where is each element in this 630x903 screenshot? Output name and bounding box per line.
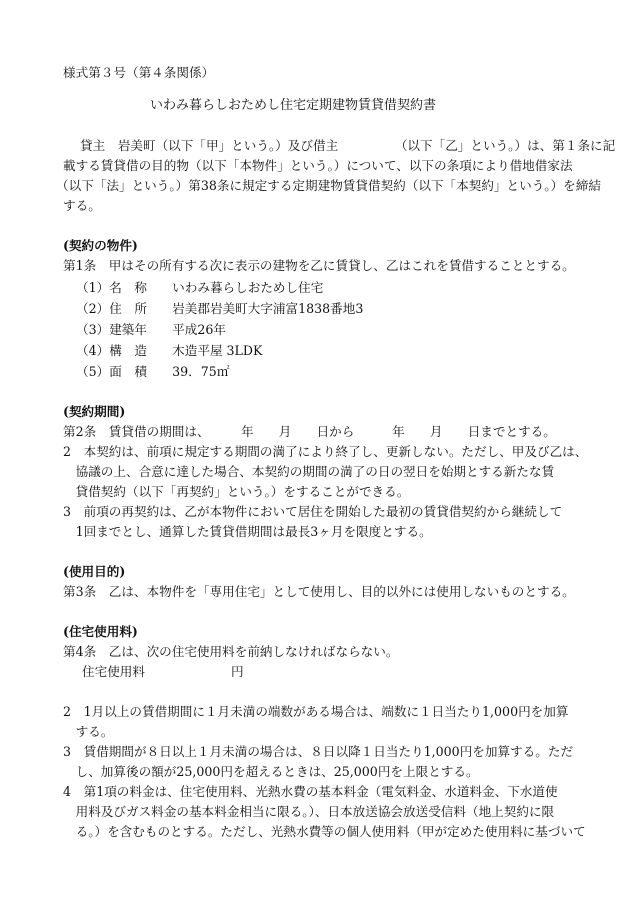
article-2-para-2-line-3: 貸借契約（以下「再契約」という。）をすることができる。 [63,484,410,499]
article-2-para-3-line-1: 3 前項の再契約は、乙が本物件において居住を開始した最初の賃貸借契約から継続して [63,504,563,519]
section-heading-purpose: (使用目的) [63,564,126,579]
intro-line-1: 貸主 岩美町（以下「甲」という。）及び借主 （以下「乙」という。）は、第１条に記 [80,138,616,153]
article-4-para-3-line-1: 3 賃借期間が８日以上１月未満の場合は、８日以降１日当たり1,000円を加算する。ただ [63,744,574,759]
article-2-para-2-line-1: 2 本契約は、前項に規定する期間の満了により終了し、更新しない。ただし、甲及び乙は、 [63,444,588,459]
article-4-para-4-line-3: る。）を含むものとする。ただし、光熱水費等の個人使用料（甲が定めた使用料に基づいて [63,824,586,839]
intro-line-3: （以下「法」という。）第38条に規定する定期建物賃貸借契約（以下「本契約」という。）を締結 [56,178,601,193]
article-3: 第3条 乙は、本物件を「専用住宅」として使用し、目的以外には使用しないものとする。 [63,584,575,599]
fee-label: 住宅使用料 [82,664,145,679]
section-heading-property: (契約の物件) [63,238,138,253]
section-heading-fee: (住宅使用料) [63,624,138,639]
article-4: 第4条 乙は、次の住宅使用料を前納しなければならない。 [63,644,399,659]
article-1: 第1条 甲はその所有する次に表示の建物を乙に賃貸し、乙はこれを賃借することとする。 [63,258,575,273]
form-label: 様式第３号（第４条関係） [63,65,215,80]
intro-line-2: 載する賃貸借の目的物（以下「本物件」という。）について、以下の条項により借地借家法 [63,158,573,173]
property-item-address: （2）住 所 岩美郡岩美町大字浦富1838番地3 [76,301,364,316]
document-title: いわみ暮らしおためし住宅定期建物賃貸借契約書 [150,98,437,113]
article-4-para-2-line-2: する。 [63,724,114,739]
property-item-built-year: （3）建築年 平成26年 [76,322,226,337]
article-2-para-3-line-2: 1回までとし、通算した賃貸借期間は最長3ヶ月を限度とする。 [63,524,432,539]
article-4-para-4-line-2: 用料及びガス料金の基本料金相当に限る。）、日本放送協会放送受信料（地上契約に限 [63,804,555,819]
section-heading-term: (契約期間) [63,404,126,419]
intro-line-4: する。 [63,198,101,213]
article-4-para-3-line-2: し、加算後の額が25,000円を超えるときは、25,000円を上限とする。 [63,764,479,779]
article-4-para-2-line-1: 2 1月以上の賃借期間に１月未満の端数がある場合は、端数に１日当たり1,000円を加算 [63,704,569,719]
article-2: 第2条 賃貸借の期間は、 年 月 日から 年 月 日までとする。 [63,424,556,439]
property-item-structure: （4）構 造 木造平屋 3LDK [76,343,263,358]
property-item-name: （1）名 称 いわみ暮らしおためし住宅 [76,280,324,295]
article-4-para-4-line-1: 4 第1項の料金は、住宅使用料、光熱水費の基本料金（電気料金、水道料金、下水道使 [63,784,558,799]
fee-unit: 円 [231,664,244,679]
property-item-area: （5）面 積 39．75㎡ [76,364,230,379]
article-2-para-2-line-2: 協議の上、合意に達した場合、本契約の期間の満了の日の翌日を始期とする新たな賃 [63,464,555,479]
